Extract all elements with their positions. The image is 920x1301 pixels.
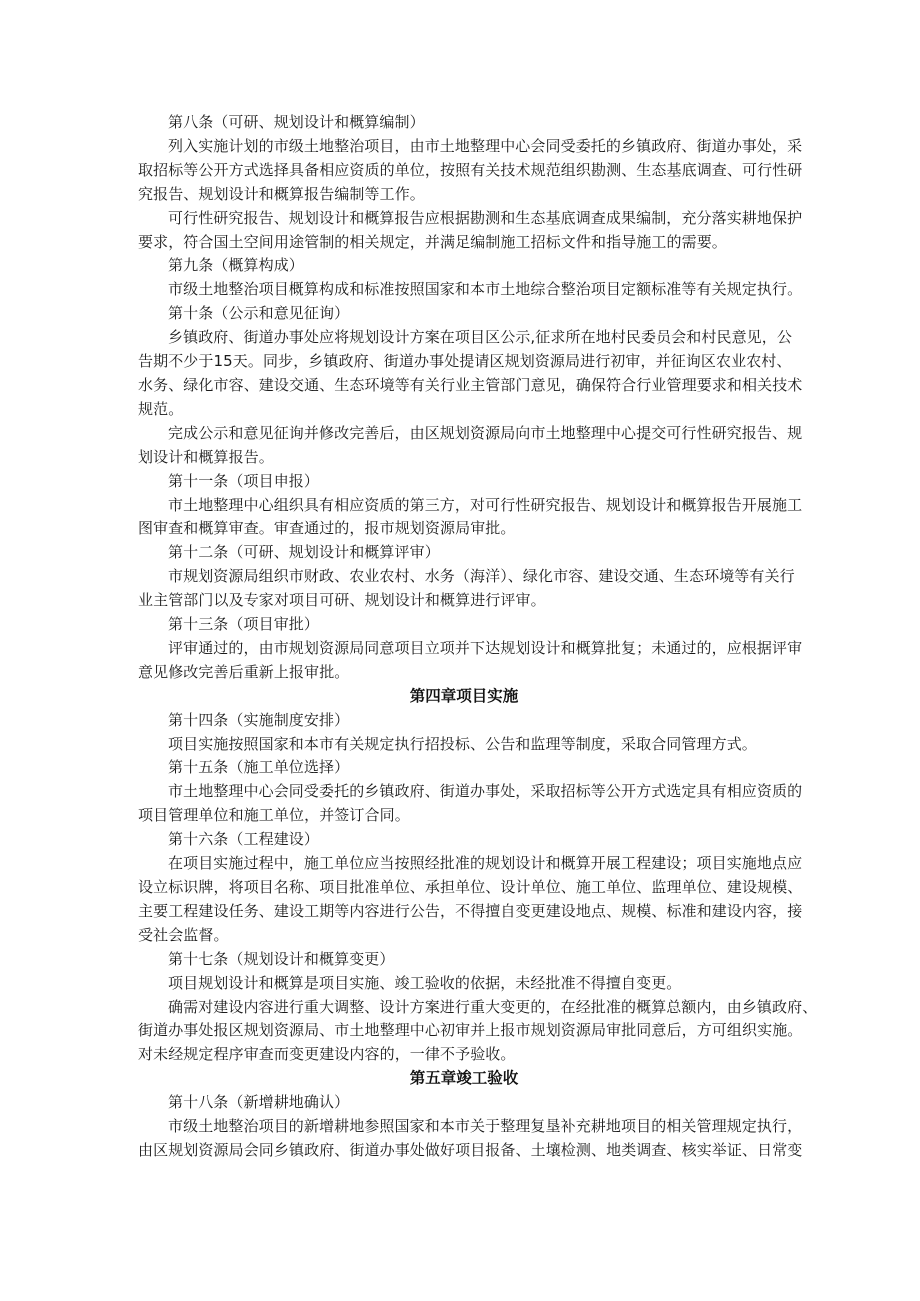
paragraph-line: 市土地整理中心会同受委托的乡镇政府、街道办事处，采取招标等公开方式选定具有相应资质的 (168, 782, 803, 801)
paragraph-line: 市土地整理中心组织具有相应资质的第三方，对可行性研究报告、规划设计和概算报告开展施工 (168, 495, 803, 514)
paragraph-line: 市级土地整治项目概算构成和标准按照国家和本市土地综合整治项目定额标准等有关规定执行。 (168, 280, 803, 299)
paragraph-line: 市级土地整治项目的新增耕地参照国家和本市关于整理复垦补充耕地项目的相关管理规定执行， (168, 1117, 803, 1136)
paragraph-line: 项目规划设计和概算是项目实施、竣工验收的依据，未经批准不得擅自变更。 (168, 973, 682, 992)
paragraph-line: 主要工程建设任务、建设工期等内容进行公告，不得擅自变更建设地点、规模、标准和建设内容，接 (138, 901, 803, 920)
document-page (138, 111, 818, 1163)
paragraph-line: 街道办事处报区规划资源局、市土地整理中心初审并上报市规划资源局审批同意后，方可组织实施。 (138, 1021, 803, 1040)
paragraph-line: 设立标识牌，将项目名称、项目批准单位、承担单位、设计单位、施工单位、监理单位、建设规模、 (138, 878, 803, 896)
paragraph-line: 要求，符合国土空间用途管制的相关规定，并满足编制施工招标文件和指导施工的需要。 (138, 232, 727, 251)
chapter-title: 第五章竣工验收 (409, 1069, 519, 1088)
article-heading: 第十六条（工程建设） (168, 830, 320, 849)
paragraph-line: 划设计和概算报告。 (138, 447, 274, 466)
article-heading: 第十条（公示和意见征询） (168, 304, 350, 323)
paragraph-line: 项目实施按照国家和本市有关规定执行招投标、公告和监理等制度，采取合同管理方式。 (168, 734, 757, 753)
article-heading: 第十二条（可研、规划设计和概算评审） (168, 543, 440, 562)
paragraph-line: 规范。 (138, 399, 184, 418)
paragraph-line: 列入实施计划的市级土地整治项目，由市土地整理中心会同受委托的乡镇政府、街道办事处，采 (168, 136, 803, 155)
article-heading: 第十一条（项目申报） (168, 471, 320, 490)
paragraph-line: 评审通过的，由市规划资源局同意项目立项并下达规划设计和概算批复；未通过的，应根据评审 (168, 638, 803, 657)
article-heading: 第十三条（项目审批） (168, 615, 320, 634)
paragraph-line: 业主管部门以及专家对项目可研、规划设计和概算进行评审。 (138, 591, 546, 610)
article-heading: 第十七条（规划设计和概算变更） (168, 949, 395, 968)
paragraph-line: 由区规划资源局会同乡镇政府、街道办事处做好项目报备、土壤检测、地类调查、核实举证、日常变 (138, 1140, 803, 1159)
paragraph-line: 图审查和概算审查。审查通过的，报市规划资源局审批。 (138, 519, 516, 538)
paragraph-line: 受社会监督。 (138, 925, 229, 944)
article-heading: 第八条（可研、规划设计和概算编制） (168, 113, 425, 131)
paragraph-line: 完成公示和意见征询并修改完善后，由区规划资源局向市土地整理中心提交可行性研究报告、规 (168, 423, 803, 442)
paragraph-line: 对未经规定程序审查而变更建设内容的，一律不予验收。 (138, 1045, 516, 1064)
paragraph-line: 可行性研究报告、规划设计和概算报告应根据勘测和生态基底调查成果编制，充分落实耕地保护 (168, 208, 803, 227)
article-heading: 第十八条（新增耕地确认） (168, 1093, 350, 1112)
paragraph-line: 项目管理单位和施工单位，并签订合同。 (138, 806, 410, 825)
paragraph-line: 究报告、规划设计和概算报告编制等工作。 (138, 184, 425, 203)
paragraph-line: 告期不少于15天。同步，乡镇政府、街道办事处提请区规划资源局进行初审，并征询区农业农村、 (138, 352, 792, 371)
paragraph-line: 确需对建设内容进行重大调整、设计方案进行重大变更的，在经批准的概算总额内，由乡镇政府、 (168, 997, 818, 1016)
paragraph-line: 意见修改完善后重新上报审批。 (138, 662, 350, 681)
article-heading: 第九条（概算构成） (168, 256, 304, 275)
chapter-title: 第四章项目实施 (409, 686, 519, 705)
paragraph-line: 乡镇政府、街道办事处应将规划设计方案在项目区公示,征求所在地村民委员会和村民意见，公 (168, 328, 792, 347)
article-heading: 第十五条（施工单位选择） (168, 758, 350, 777)
paragraph-line: 市规划资源局组织市财政、农业农村、水务（海洋）、绿化市容、建设交通、生态环境等有关行 (168, 567, 795, 586)
article-heading: 第十四条（实施制度安排） (168, 710, 350, 729)
paragraph-line: 水务、绿化市容、建设交通、生态环境等有关行业主管部门意见，确保符合行业管理要求和相关技术 (138, 375, 803, 394)
paragraph-line: 在项目实施过程中，施工单位应当按照经批准的规划设计和概算开展工程建设；项目实施地点应 (168, 854, 803, 873)
paragraph-line: 取招标等公开方式选择具备相应资质的单位，按照有关技术规范组织勘测、生态基底调查、可行性研 (138, 160, 803, 179)
